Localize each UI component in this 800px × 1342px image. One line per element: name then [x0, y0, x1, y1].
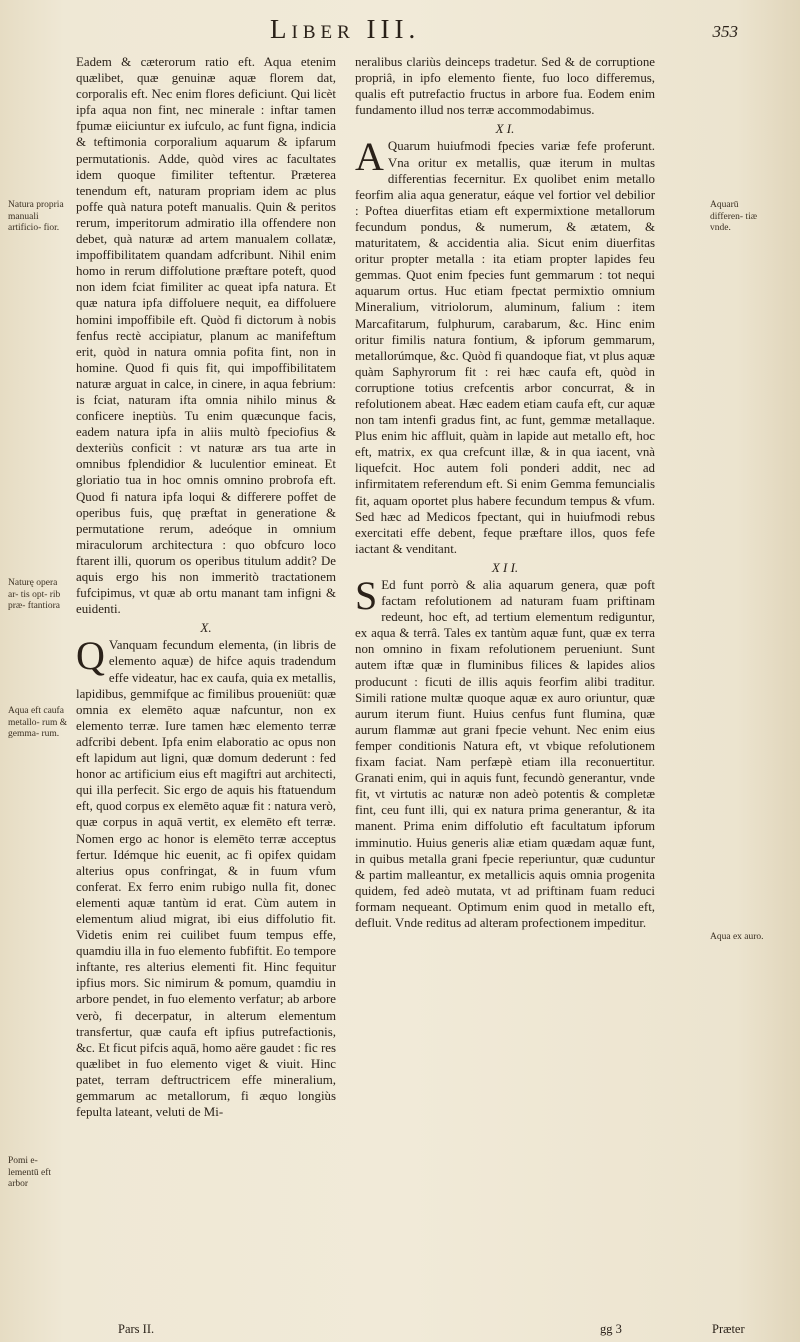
margin-note: Natura propria manuali artificio- fior.: [8, 200, 64, 233]
paragraph: neralibus clariùs deinceps tradetur. Sed & de corruptione propriâ, in ipfo elemento fiente, fuo loco differemus, qualis eft putrefactio fructus in arbore fua. Eodem enim fundamento illud nos terræ accommodabimus.: [355, 55, 655, 118]
right-column: [355, 54, 655, 931]
margin-note: Aquarū differen- tiæ vnde.: [710, 200, 758, 233]
paragraph-text: Quarum huiufmodi fpecies variæ fefe proferunt. Vna oritur ex metallis, quæ iterum in multas differentias fecernitur. Ex quolibet enim metallo feorfim alia aqua generatur, eáque vel fortior vel debilior : Poftea diuerfitas etiam eft expermixtione metallorum fecundum pondus, & numerum, & ætatem, & maturitatem, & accidentia alia. Sicut enim diuerfitas oritur propter metalla : ita etiam propter lapides feu gemmas. Quot enim fpecies funt gemmarum : tot nequi aquarum ortus. Huc etiam fpectat permixtio omnium Mineralium, vitriolorum, aluminum, falium : item Marcafitarum, fulphurum, carabarum, &c. Hinc enim oritur fimilis natura fontium, & ipforum gemmarum, metallorúmque, &c. Quòd fi quandoque fiat, vt plus aquæ quàm Saphyrorum fit : rei hæc caufa eft, quòd in corruptione totius crefcentis arbor concurrat, & in refolutionem abeat. Hæc eadem etiam caufa eft, cur aquæ non tam intenfi gradus fint, ac funt, gemmæ metallaque. Plus enim hic affluit, quàm in lapide aut metallo eft, hoc eft, matrix, ex qua crefcunt illæ, & in qua iacent, vnà liquefcit. Hoc autem foli ponderi addit, nec ad infirmitatem referendum eft. Si enim Gemma femuncialis fit, aquam oportet plus habere fecundum tempus & vfum. Sed hæc ad Medicos fpectant, qui in huiufmodi rebus exercitati effe debent, feque præftare illos, quos fefe iactant & venditant.: [355, 139, 655, 556]
running-head: [0, 8, 800, 48]
margin-note: Pomi e- lementū eft arbor: [8, 1156, 51, 1189]
drop-cap: S: [355, 573, 378, 618]
paragraph: [76, 633, 336, 1120]
part-label: Pars II.: [118, 1322, 155, 1336]
running-title: Liber III.: [270, 14, 421, 44]
margin-note: Naturę opera ar- tis opt- rib præ- ftantiora: [8, 578, 61, 611]
paragraph: [355, 134, 655, 556]
drop-cap: A: [355, 134, 384, 180]
margin-note: Aqua eft caufa metallo- rum & gemma- rum.: [8, 706, 68, 739]
section-number: X I I.: [491, 559, 519, 575]
margin-note: Aqua ex auro.: [710, 932, 764, 942]
paragraph: [355, 573, 655, 931]
paragraph: Eadem & cæterorum ratio eft. Aqua etenim quælibet, quæ genuinæ aquæ florem dat, corporalis eft. Nec enim flores deficiunt. Qui licèt ipfa aqua non fint, nec minerale : inftar tamen fpumæ eiiciuntur ex iufculo, ac funt figna, indicia & teftimonia corporalium aquarum & ipfarum permutationis. Adde, quòd vires ac facultates idem quoque fimiliter teftentur. Præterea tenendum eft, naturam propriam idem ac plus poffe quà natura poteft manualis. Quin & peritos rerum, imperitorum admiratio illa offendere non debet, quà naturæ ad artem manualem collatæ, impoffibilitatem quandam adfcribunt. Nihil enim homo in rerum diffolutione præftare poteft, quod non idem fciat fimiliter ac queat ipfa natura. Et quæ natura ipfa diffoluere nequit, ea diffoluere homini impoffibile eft. Quòd fi dictorum à nobis fenfus rectè accipiatur, planum ac manifeftum erit, quòd in natura omnia pofita fint, non in homine. Quod fi quis fit, qui impoffibilitatem naturæ arguat in calce, in cinere, in aqua febrium: is fciat, naturam ifta omnia nihilo minus & conficere ineptiùs. Tu enim quæcunque facis, eadem natura ipfa in aliis multò fpeciofius & dexteriùs conficit : vt naturæ ars tua arte in omnibus fplendidior & luculentior emineat. Et gloriatio tua in hoc omnis omnino probrofa eft. Quod fi natura ipfa loqui & differere poffet de operibus fuis, quę præftat in generatione & permutatione rerum, adeóque in omnium miraculorum architectura : quo obfcuro loco ftarent illi, quorum os operibus titulum addit? De aquis ergo his non immeritò tractationem fufcipimus, vt quæ ab ortu manant tam infigni & euidenti.: [76, 55, 336, 617]
paragraph-text: Vanquam fecundum elementa, (in libris de elemento aquæ) de hifce aquis tradendum effe videatur, hac ex caufa, quia ex metallis, lapidibus, gemmifque ac fimilibus proueniūt: quæ omnia ex elemēto aquæ nafcuntur, non ex elemento terræ. Iure tamen hæc elemento terræ adfcribi debent. Ipfa enim elaboratio ac opus non eft lapidum aut ligni, quæ domum dederunt : fed honor ac artificium eius eft magiftri aut architecti, qui illa perfecit. Sic ergo de aquis his ftatuendum eft, quod corpus ex elemēto aquæ fit : natura verò, quæ corpus in aquā vertit, ex elemēto eft terræ. Nomen ergo ac honor is elemēto terræ acceptus fertur. Idémque hic euenit, ac fi opifex quidam alterius opus confringat, & in fuum vfum conferat. Ex ferro enim rubigo nulla fit, donec elementi aquæ tantùm id erat. Cùm autem in elementum aliud migrat, ibi eius diffolutio fit. Videtis enim rei cuilibet fuum tempus effe, quamdiu illa in fuo elemento fubfiftit. Eo tempore inftante, res alterius elementi fit. Hinc fequitur ipfius mors. Sic nimirum & pomum, quamdiu in arbore pendet, in fuo elemento verfatur; ab arbore verò, fi decerpatur, in alterum elementum transfertur, quæ caufa eft ipfius putrefactionis, &c. Et ficut pifcis aquā, homo aëre gaudet : fic res quælibet in fuo elemento viget & viuit. Hinc patet, terram deftructricem effe mineralium, gemmarum ac metallorum, fi æquo longiùs fepulta lateant, veluti de Mi-: [76, 638, 336, 1120]
left-column: [76, 54, 336, 1120]
catchword: Præter: [712, 1322, 745, 1336]
page-number: 353: [712, 22, 738, 41]
signature-mark: gg 3: [600, 1322, 622, 1336]
section-number: X I.: [495, 121, 515, 137]
paragraph-text: Ed funt porrò & alia aquarum genera, quæ poft factam refolutionem ad naturam fuam priftinam redeunt, hoc eft, ad tertium elementum rediguntur, ex aqua & terrâ. Tales ex tantùm aquæ funt, quæ ex terra non omnino in fixam refolutionem perueniunt. Sunt autem iftæ quæ in fluminibus filices & lapides alios producunt : ficuti de illis aquis feorfim alibi traditur. Simili ratione multæ quoque aquæ ex auro oriuntur, quæ aurum iterum fiunt. Huius cenfus funt flumina, quæ aurum flammæ aut grani fpecie vehunt. Nec enim eius femper conditionis Natura eft, vt vbique refolutionem fixam faciat. Nam perfæpè etiam illa reconuertitur. Granati enim, qui in aquis funt, fecundò generantur, vnde fit, vt virtutis ac naturæ non adeò potentis & completæ fint, ceu funt illi, qui ex natura prima generantur, & ita manent. Prima enim diffolutio eft facultatum ipforum imminutio. Huius generis aliæ etiam quædam aquæ funt, in quibus metalla grani fpecie reperiuntur, quæ cuduntur & partim malleantur, ex metallicis aquis omnia progenita quidem, fed adeò mutata, vt ad priftinam fuam reduci formam nequeant. Optimum enim quod in metallo eft, defluit. Vnde reditus ad alteram profectionem impeditur.: [355, 578, 655, 930]
section-number: X.: [200, 620, 212, 636]
drop-cap: Q: [76, 633, 105, 679]
